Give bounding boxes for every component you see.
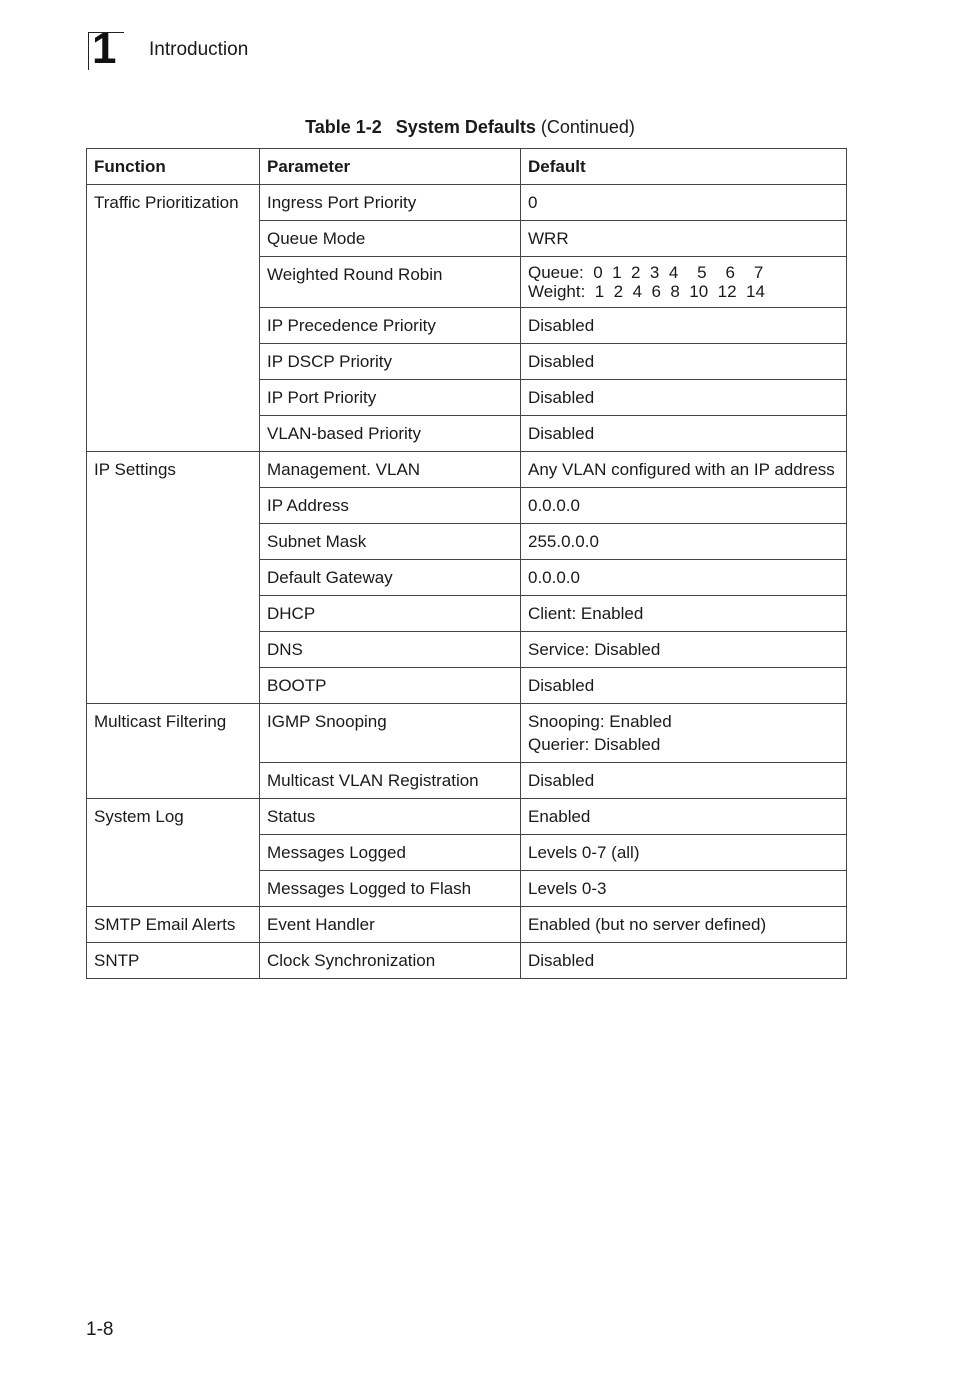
parameter-cell: IP Port Priority (260, 380, 521, 416)
table-caption-suffix: (Continued) (540, 117, 635, 137)
default-cell: 0 (521, 185, 847, 221)
default-line: Querier: Disabled (528, 735, 661, 754)
parameter-cell: Subnet Mask (260, 524, 521, 560)
system-defaults-table (86, 148, 847, 979)
parameter-cell: VLAN-based Priority (260, 416, 521, 452)
table-row (87, 799, 847, 835)
default-cell: Levels 0-7 (all) (521, 835, 847, 871)
parameter-cell: Management. VLAN (260, 452, 521, 488)
function-cell: Traffic Prioritization (87, 185, 260, 452)
parameter-cell: IP Precedence Priority (260, 308, 521, 344)
default-cell: Any VLAN configured with an IP address (521, 452, 847, 488)
parameter-cell: Ingress Port Priority (260, 185, 521, 221)
default-cell: Client: Enabled (521, 596, 847, 632)
parameter-cell: DHCP (260, 596, 521, 632)
table-row (87, 704, 847, 763)
default-line: Weight: 1 2 4 6 8 10 12 14 (528, 282, 765, 301)
table-row (87, 943, 847, 979)
section-title: Introduction (149, 39, 249, 60)
parameter-cell: IGMP Snooping (260, 704, 521, 763)
function-cell: SMTP Email Alerts (87, 907, 260, 943)
parameter-cell: IP Address (260, 488, 521, 524)
badge-vertical-rule (88, 32, 89, 70)
parameter-cell: Weighted Round Robin (260, 257, 521, 308)
default-cell: Disabled (521, 380, 847, 416)
parameter-cell: Multicast VLAN Registration (260, 763, 521, 799)
default-cell: Disabled (521, 308, 847, 344)
parameter-cell: DNS (260, 632, 521, 668)
table-caption (0, 116, 947, 138)
parameter-cell: Messages Logged to Flash (260, 871, 521, 907)
chapter-number: 1 (92, 24, 117, 73)
default-cell: Disabled (521, 668, 847, 704)
default-cell: Disabled (521, 763, 847, 799)
default-cell (521, 704, 847, 763)
default-cell: Enabled (521, 799, 847, 835)
parameter-cell: Default Gateway (260, 560, 521, 596)
parameter-cell: BOOTP (260, 668, 521, 704)
table-row (87, 907, 847, 943)
chapter-number-badge (88, 24, 124, 73)
parameter-cell: Status (260, 799, 521, 835)
table-row (87, 452, 847, 488)
default-cell: Enabled (but no server defined) (521, 907, 847, 943)
default-cell: Levels 0-3 (521, 871, 847, 907)
function-cell: IP Settings (87, 452, 260, 704)
function-cell: SNTP (87, 943, 260, 979)
table-caption-title: System Defaults (395, 117, 536, 137)
default-cell: Disabled (521, 416, 847, 452)
parameter-cell: Messages Logged (260, 835, 521, 871)
default-cell: Disabled (521, 943, 847, 979)
page-number: 1-8 (86, 1319, 114, 1340)
header-function: Function (87, 149, 260, 185)
header-parameter: Parameter (260, 149, 521, 185)
default-cell: Disabled (521, 344, 847, 380)
function-cell: Multicast Filtering (87, 704, 260, 799)
table-caption-label: Table 1-2 (305, 117, 382, 137)
default-cell: Service: Disabled (521, 632, 847, 668)
default-line: Queue: 0 1 2 3 4 5 6 7 (528, 263, 764, 282)
default-cell: WRR (521, 221, 847, 257)
table-row (87, 185, 847, 221)
parameter-cell: IP DSCP Priority (260, 344, 521, 380)
function-cell: System Log (87, 799, 260, 907)
table-header-row (87, 149, 847, 185)
parameter-cell: Clock Synchronization (260, 943, 521, 979)
parameter-cell: Queue Mode (260, 221, 521, 257)
default-cell: 0.0.0.0 (521, 560, 847, 596)
default-line: Snooping: Enabled (528, 712, 672, 731)
default-cell (521, 257, 847, 308)
default-cell: 255.0.0.0 (521, 524, 847, 560)
header-default: Default (521, 149, 847, 185)
parameter-cell: Event Handler (260, 907, 521, 943)
default-cell: 0.0.0.0 (521, 488, 847, 524)
